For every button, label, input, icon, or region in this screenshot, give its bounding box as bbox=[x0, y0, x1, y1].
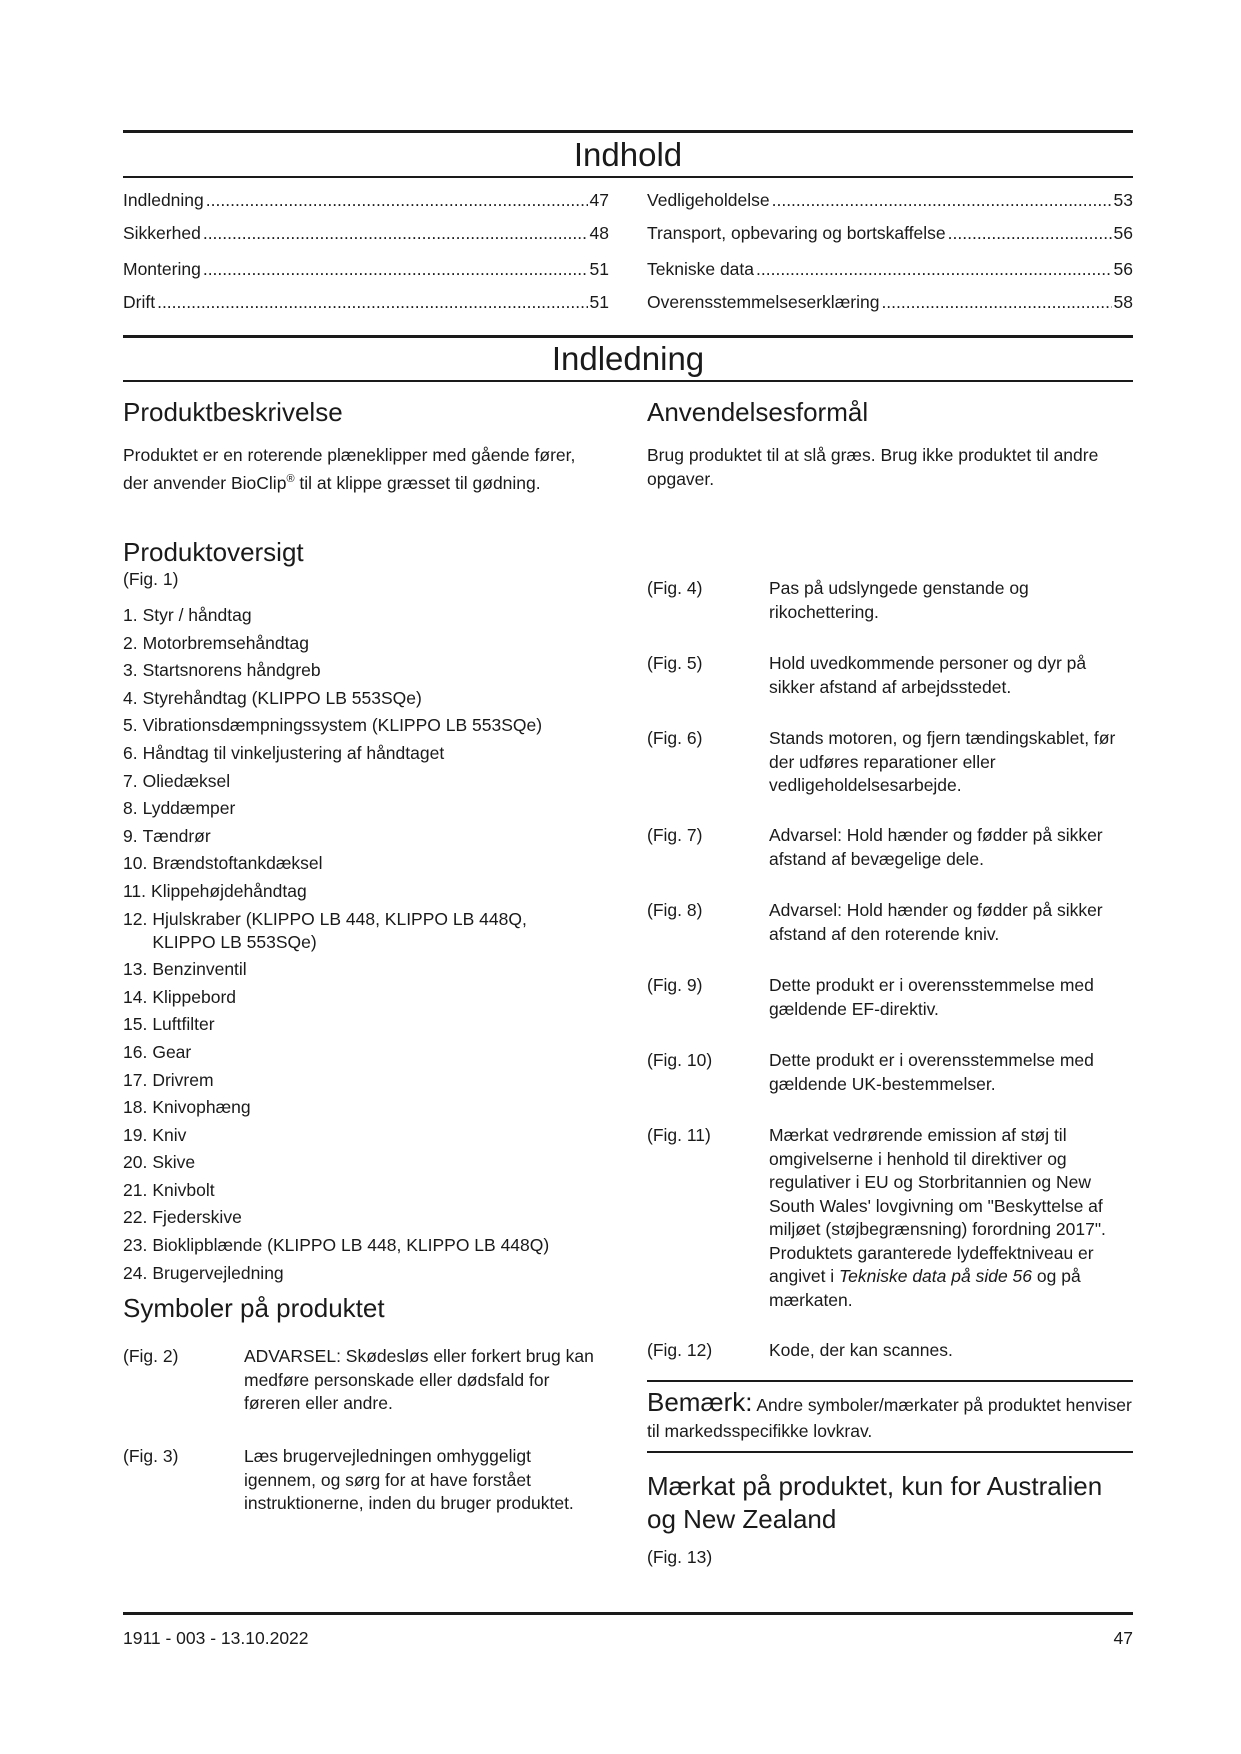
list-item: 23. Bioklipblænde (KLIPPO LB 448, KLIPPO LB 448Q) bbox=[123, 1235, 550, 1256]
fig-ref: (Fig. 2) bbox=[123, 1346, 179, 1366]
toc-title-rule bbox=[123, 176, 1133, 178]
toc-entry-drift[interactable] bbox=[123, 292, 609, 313]
fig-ref: (Fig. 8) bbox=[647, 900, 703, 920]
toc-entry-sikkerhed[interactable] bbox=[123, 223, 609, 244]
intro-title: Indledning bbox=[551, 340, 705, 377]
list-item: 2. Motorbremsehåndtag bbox=[123, 632, 309, 653]
symbol-description: Advarsel: Hold hænder og fødder på sikker afstand af den roterende kniv. bbox=[769, 900, 1103, 944]
list-item: 4. Styrehåndtag (KLIPPO LB 553SQe) bbox=[123, 687, 422, 708]
fig-ref: (Fig. 7) bbox=[647, 825, 703, 845]
toc-entry-montering[interactable] bbox=[123, 259, 609, 280]
symbol-description: Dette produkt er i overensstemmelse med gældende UK-bestemmelser. bbox=[769, 1050, 1094, 1094]
list-item: 22. Fjederskive bbox=[123, 1207, 242, 1228]
toc-entry-indledning[interactable] bbox=[123, 190, 609, 211]
toc-entry-label: Sikkerhed bbox=[123, 223, 201, 243]
list-item: 1. Styr / håndtag bbox=[123, 605, 252, 625]
toc-entry-page: 51 bbox=[589, 259, 609, 279]
fig-ref: (Fig. 9) bbox=[647, 975, 703, 995]
toc-entry-page: 47 bbox=[589, 190, 609, 210]
symbol-description: Stands motoren, og fjern tændingskablet, før der udføres reparationer eller vedligeholdelsesarbejde. bbox=[769, 728, 1116, 795]
symbol-row bbox=[647, 899, 1133, 946]
cross-reference-link[interactable]: Tekniske data på side 56 bbox=[839, 1266, 1033, 1286]
fig-ref: (Fig. 10) bbox=[647, 1050, 713, 1070]
symbol-description: Mærkat vedrørende emission af støj til omgivelserne i henhold til direktiver og regulativer i EU og Storbritannien og New South Wales' lovgivning om "Beskyttelse af miljøet (støjbegrænsning) forordning 2017". Produktets garanterede lydeffektniveau er angivet i Tekniske data på side 56 og på mærkaten. bbox=[769, 1125, 1106, 1310]
list-item: 15. Luftfilter bbox=[123, 1014, 215, 1035]
toc-entry-label: Montering bbox=[123, 259, 201, 279]
symbol-description: Pas på udslyngede genstande og rikochettering. bbox=[769, 578, 1029, 622]
list-item: 10. Brændstoftankdæksel bbox=[123, 853, 323, 874]
list-item: 8. Lyddæmper bbox=[123, 798, 236, 819]
note-bottom-rule bbox=[647, 1451, 1133, 1453]
list-item: 7. Oliedæksel bbox=[123, 770, 231, 791]
list-item: 3. Startsnorens håndgreb bbox=[123, 660, 321, 681]
symbol-row bbox=[647, 974, 1133, 1021]
symbol-row bbox=[123, 1445, 600, 1516]
list-item: 9. Tændrør bbox=[123, 825, 211, 846]
list-item: 13. Benzinventil bbox=[123, 959, 247, 980]
list-item: 11. Klippehøjdehåndtag bbox=[123, 880, 307, 901]
au-nz-fig-ref: (Fig. 13) bbox=[647, 1547, 713, 1567]
list-item: 24. Brugervejledning bbox=[123, 1262, 284, 1283]
product-description-text: Produktet er en roterende plæneklipper med gående fører, der anvender BioClip® til at klippe græsset til gødning. bbox=[123, 445, 576, 493]
toc-entry-label: Indledning bbox=[123, 190, 204, 210]
symbol-row bbox=[647, 1124, 1133, 1312]
toc-entry-page: 56 bbox=[1113, 259, 1133, 279]
toc-entry-label: Overensstemmelseserklæring bbox=[647, 292, 880, 312]
list-item: 18. Knivophæng bbox=[123, 1097, 251, 1118]
product-description-heading: Produktbeskrivelse bbox=[123, 397, 343, 427]
list-item: 6. Håndtag til vinkeljustering af håndtaget bbox=[123, 742, 445, 763]
toc-top-rule bbox=[123, 130, 1133, 133]
product-overview-list bbox=[123, 604, 573, 1289]
symbol-row bbox=[647, 824, 1133, 871]
fig-ref: (Fig. 3) bbox=[123, 1446, 179, 1466]
toc-entry-label: Drift bbox=[123, 292, 156, 312]
fig-ref: (Fig. 5) bbox=[647, 653, 703, 673]
list-item: 5. Vibrationsdæmpningssystem (KLIPPO LB 553SQe) bbox=[123, 715, 543, 736]
toc-entry-label: Vedligeholdelse bbox=[647, 190, 770, 210]
toc-title: Indhold bbox=[573, 136, 683, 173]
note-top-rule bbox=[647, 1380, 1133, 1382]
symbol-row bbox=[647, 1049, 1133, 1096]
list-item: 21. Knivbolt bbox=[123, 1179, 215, 1200]
toc-entry-page: 48 bbox=[589, 223, 609, 243]
fig-ref: (Fig. 11) bbox=[647, 1125, 711, 1145]
toc-entry-page: 53 bbox=[1113, 190, 1133, 210]
overview-fig-ref: (Fig. 1) bbox=[123, 569, 179, 589]
symbols-heading: Symboler på produktet bbox=[123, 1293, 385, 1323]
symbol-row bbox=[647, 727, 1133, 798]
note-block bbox=[647, 1389, 1133, 1444]
au-nz-label-heading: Mærkat på produktet, kun for Australien og New Zealand bbox=[647, 1471, 1103, 1534]
list-item: 19. Kniv bbox=[123, 1124, 187, 1145]
note-label: Bemærk: bbox=[647, 1387, 753, 1417]
document-code: 1911 - 003 - 13.10.2022 bbox=[123, 1628, 309, 1648]
note-text: Andre symboler/mærkater på produktet henviser til markedsspecifikke lovkrav. bbox=[647, 1395, 1132, 1441]
toc-entry-page: 56 bbox=[1113, 223, 1133, 243]
list-item: 17. Drivrem bbox=[123, 1069, 214, 1090]
intro-title-rule bbox=[123, 380, 1133, 382]
toc-entry-label: Tekniske data bbox=[647, 259, 755, 279]
symbol-description: Hold uvedkommende personer og dyr på sikker afstand af arbejdsstedet. bbox=[769, 653, 1087, 697]
list-item: 12. Hjulskraber (KLIPPO LB 448, KLIPPO LB 448Q, KLIPPO LB 553SQe) bbox=[123, 908, 527, 952]
symbol-description: ADVARSEL: Skødesløs eller forkert brug kan medføre personskade eller dødsfald for føreren eller andre. bbox=[244, 1346, 594, 1413]
toc-entry-label: Transport, opbevaring og bortskaffelse bbox=[647, 223, 946, 243]
list-item: 14. Klippebord bbox=[123, 986, 236, 1007]
symbol-row bbox=[647, 577, 1133, 624]
purpose-heading: Anvendelsesformål bbox=[647, 397, 869, 427]
toc-entry-page: 51 bbox=[589, 292, 609, 312]
fig-ref: (Fig. 12) bbox=[647, 1340, 713, 1360]
fig-ref: (Fig. 6) bbox=[647, 728, 703, 748]
overview-heading: Produktoversigt bbox=[123, 537, 304, 567]
toc-entry-page: 58 bbox=[1113, 292, 1133, 312]
symbol-row bbox=[647, 1339, 1133, 1363]
intro-top-rule bbox=[123, 335, 1133, 338]
toc-entry-overensstemmelse[interactable] bbox=[647, 292, 1133, 313]
toc-entry-vedligeholdelse[interactable] bbox=[647, 190, 1133, 211]
symbol-row bbox=[647, 652, 1133, 699]
page-number: 47 bbox=[1113, 1628, 1133, 1648]
toc-entry-transport[interactable] bbox=[647, 223, 1133, 244]
symbol-description: Kode, der kan scannes. bbox=[769, 1340, 953, 1360]
toc-entry-tekniske-data[interactable] bbox=[647, 259, 1133, 280]
footer-rule bbox=[123, 1612, 1133, 1615]
list-item: 16. Gear bbox=[123, 1041, 192, 1062]
list-item: 20. Skive bbox=[123, 1152, 196, 1173]
fig-ref: (Fig. 4) bbox=[647, 578, 703, 598]
symbol-description: Advarsel: Hold hænder og fødder på sikker afstand af bevægelige dele. bbox=[769, 825, 1103, 869]
purpose-text: Brug produktet til at slå græs. Brug ikke produktet til andre opgaver. bbox=[647, 445, 1099, 489]
symbol-row bbox=[123, 1345, 600, 1416]
symbol-description: Dette produkt er i overensstemmelse med gældende EF-direktiv. bbox=[769, 975, 1094, 1019]
symbol-description: Læs brugervejledningen omhyggeligt igennem, og sørg for at have forstået instruktionerne, inden du bruger produktet. bbox=[244, 1446, 574, 1513]
